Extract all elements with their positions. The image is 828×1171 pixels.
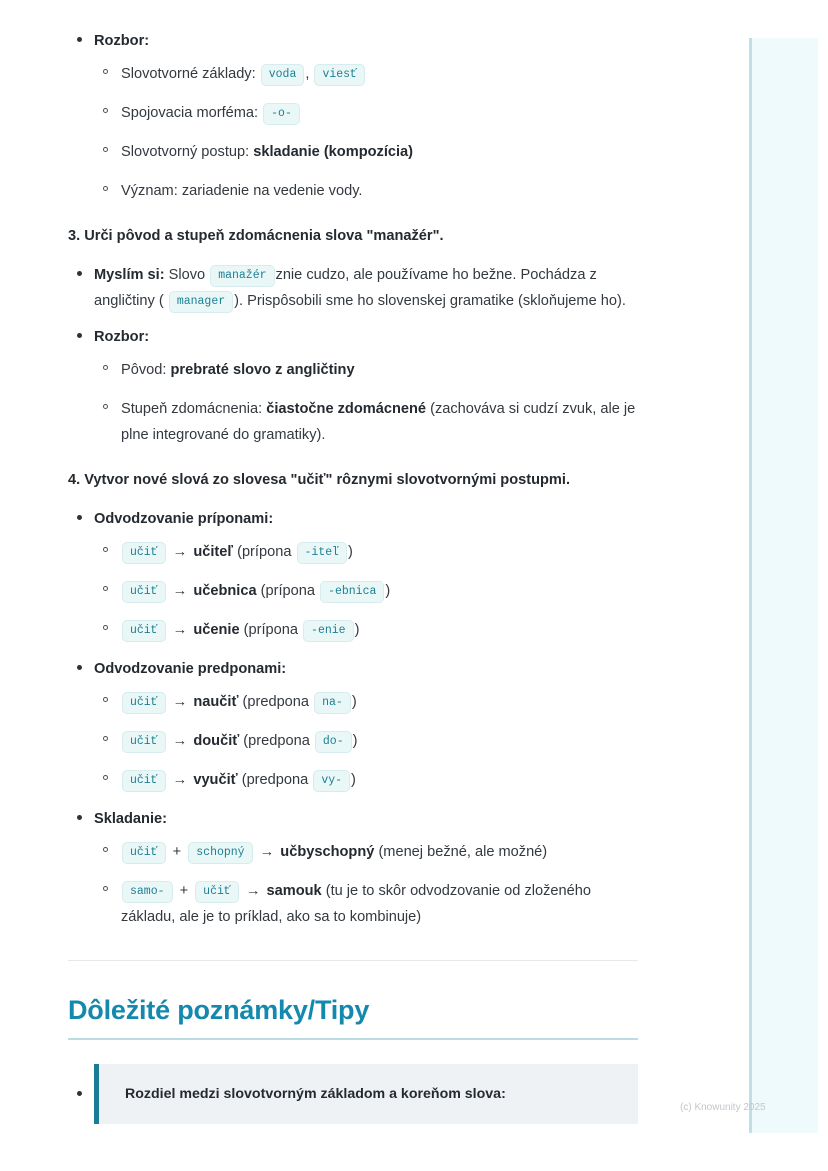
- arrow-icon: →: [172, 772, 188, 788]
- code-chip-base: učiť: [122, 581, 166, 603]
- rozbor-2-sublist: [94, 357, 638, 448]
- povod-label: Pôvod:: [121, 362, 167, 378]
- myslim-si-text-3: ). Prispôsobili sme ho slovenskej gramatike (skloňujeme ho).: [234, 293, 626, 309]
- list-item: [94, 100, 638, 126]
- document-content: [68, 28, 638, 1124]
- affix-note-label: (prípona: [260, 583, 316, 599]
- code-chip-component-a: samo-: [122, 881, 173, 903]
- plus-icon: +: [179, 883, 189, 899]
- list-item: [68, 656, 638, 793]
- copyright-watermark: (c) Knowunity 2025: [680, 1102, 766, 1113]
- arrow-icon: →: [172, 694, 188, 710]
- arrow-icon: →: [259, 844, 275, 860]
- rozbor-label: Rozbor:: [94, 33, 150, 49]
- rozbor-sublist: [94, 61, 638, 204]
- affix-note-close: ): [352, 733, 358, 749]
- list-item: [94, 728, 638, 754]
- arrow-icon: →: [245, 883, 261, 899]
- affix-note-close: ): [348, 544, 353, 560]
- code-chip-affix: do-: [315, 731, 352, 753]
- question-3-heading: 3. Urči pôvod a stupeň zdomácnenia slova "manažér".: [68, 228, 444, 244]
- notes-callout-list: [68, 1064, 638, 1124]
- code-chip-affix: -iteľ: [297, 542, 348, 564]
- spojovacia-morfema-label: Spojovacia morféma:: [121, 105, 259, 121]
- odvodzovanie-priponami-label: Odvodzovanie príponami:: [94, 511, 274, 527]
- notes-callout-text: Rozdiel medzi slovotvorným základom a koreňom slova:: [125, 1086, 506, 1102]
- derived-word: vyučiť: [193, 772, 238, 788]
- stupen-tail: (zachováva si cudzí zvuk, ale je plne integrované do gramatiky).: [121, 401, 636, 443]
- question-4-answer: [68, 506, 638, 930]
- code-chip-base: učiť: [122, 770, 166, 792]
- myslim-si-label: Myslím si:: [94, 267, 165, 283]
- list-item: [94, 357, 638, 383]
- list-item: [68, 1064, 638, 1124]
- affix-note-close: ): [385, 583, 391, 599]
- question-4-heading: 4. Vytvor nové slová zo slovesa "učiť" rôznymi slovotvornými postupmi.: [68, 472, 571, 488]
- code-chip-component-b: učiť: [195, 881, 239, 903]
- povod-value: prebraté slovo z angličtiny: [170, 362, 355, 378]
- section-divider: [68, 960, 638, 961]
- predponami-sublist: [94, 689, 638, 793]
- list-item: [94, 61, 638, 87]
- code-chip-component-b: schopný: [188, 842, 252, 864]
- arrow-icon: →: [172, 622, 188, 638]
- code-chip-component-a: učiť: [122, 842, 166, 864]
- arrow-icon: →: [172, 544, 188, 560]
- code-chip-base: učiť: [122, 731, 166, 753]
- compound-word: samouk: [266, 883, 322, 899]
- list-item: [94, 539, 638, 565]
- skladanie-sublist: [94, 839, 638, 930]
- list-item: [68, 506, 638, 643]
- myslim-si-text-1: Slovo: [168, 267, 206, 283]
- list-item: [94, 396, 638, 448]
- affix-note-label: (predpona: [242, 694, 310, 710]
- derived-word: učenie: [193, 622, 240, 638]
- affix-note-label: (prípona: [237, 544, 292, 560]
- priponami-sublist: [94, 539, 638, 643]
- compound-note: (tu je to skôr odvodzovanie od zloženého základu, ale je to príklad, ako sa to kombinuje): [121, 883, 592, 925]
- code-chip-manazer: manažér: [210, 265, 274, 287]
- code-chip-affix: na-: [314, 692, 351, 714]
- code-chip-manager: manager: [169, 291, 233, 313]
- list-item: [94, 689, 638, 715]
- slovotvorny-postup-label: Slovotvorný postup:: [121, 144, 250, 160]
- derived-word: učebnica: [193, 583, 257, 599]
- code-chip-base: učiť: [122, 620, 166, 642]
- notes-section-heading: Dôležité poznámky/Tipy: [68, 995, 370, 1025]
- list-item: [94, 178, 638, 204]
- slovotvorne-zaklady-label: Slovotvorné základy:: [121, 66, 256, 82]
- code-chip-affix: -ebnica: [320, 581, 384, 603]
- code-chip-base: učiť: [122, 542, 166, 564]
- odvodzovanie-predponami-label: Odvodzovanie predponami:: [94, 661, 287, 677]
- comma-separator: ,: [305, 66, 310, 82]
- affix-note-close: ): [354, 622, 360, 638]
- vyznam-text: Význam: zariadenie na vedenie vody.: [121, 183, 363, 199]
- notes-callout: [94, 1064, 638, 1124]
- notes-section-underline: [68, 1038, 638, 1040]
- affix-note-label: (predpona: [243, 733, 310, 749]
- affix-note-close: ): [351, 694, 357, 710]
- stupen-value: čiastočne zdomácnené: [266, 401, 427, 417]
- slovotvorny-postup-value: skladanie (kompozícia): [253, 144, 414, 160]
- code-chip-affix: vy-: [313, 770, 350, 792]
- rozbor-block-1: [68, 28, 638, 204]
- derived-word: naučiť: [193, 694, 239, 710]
- affix-note-label: (prípona: [243, 622, 298, 638]
- list-item: [94, 139, 638, 165]
- list-item: [94, 617, 638, 643]
- code-chip-voda: voda: [261, 64, 305, 86]
- code-chip-base: učiť: [122, 692, 166, 714]
- code-chip-morfema: -o-: [263, 103, 300, 125]
- affix-note-label: (predpona: [241, 772, 309, 788]
- compound-word: učbyschopný: [280, 844, 375, 860]
- list-item: [94, 839, 638, 865]
- list-item: [94, 578, 638, 604]
- list-item: [68, 806, 638, 930]
- rozbor-label-2: Rozbor:: [94, 329, 150, 345]
- derived-word: učiteľ: [193, 544, 234, 560]
- list-item: [94, 767, 638, 793]
- code-chip-affix: -enie: [303, 620, 354, 642]
- affix-note-close: ): [351, 772, 356, 788]
- right-edge-strip-line: [749, 38, 752, 1133]
- code-chip-viest: viesť: [314, 64, 365, 86]
- list-item: [68, 28, 638, 204]
- compound-note: (menej bežné, ale možné): [378, 844, 548, 860]
- arrow-icon: →: [172, 733, 188, 749]
- list-item: [68, 262, 638, 314]
- plus-icon: +: [172, 844, 182, 860]
- skladanie-label: Skladanie:: [94, 811, 167, 827]
- list-item: [94, 878, 638, 930]
- question-3-answer: [68, 262, 638, 448]
- arrow-icon: →: [172, 583, 188, 599]
- list-item: [68, 324, 638, 448]
- stupen-label: Stupeň zdomácnenia:: [121, 401, 263, 417]
- right-edge-strip: [749, 38, 818, 1133]
- myslim-si-text-2: znie cudzo, ale používame ho bežne. Pochádza z angličtiny (: [94, 267, 597, 309]
- derived-word: doučiť: [193, 733, 240, 749]
